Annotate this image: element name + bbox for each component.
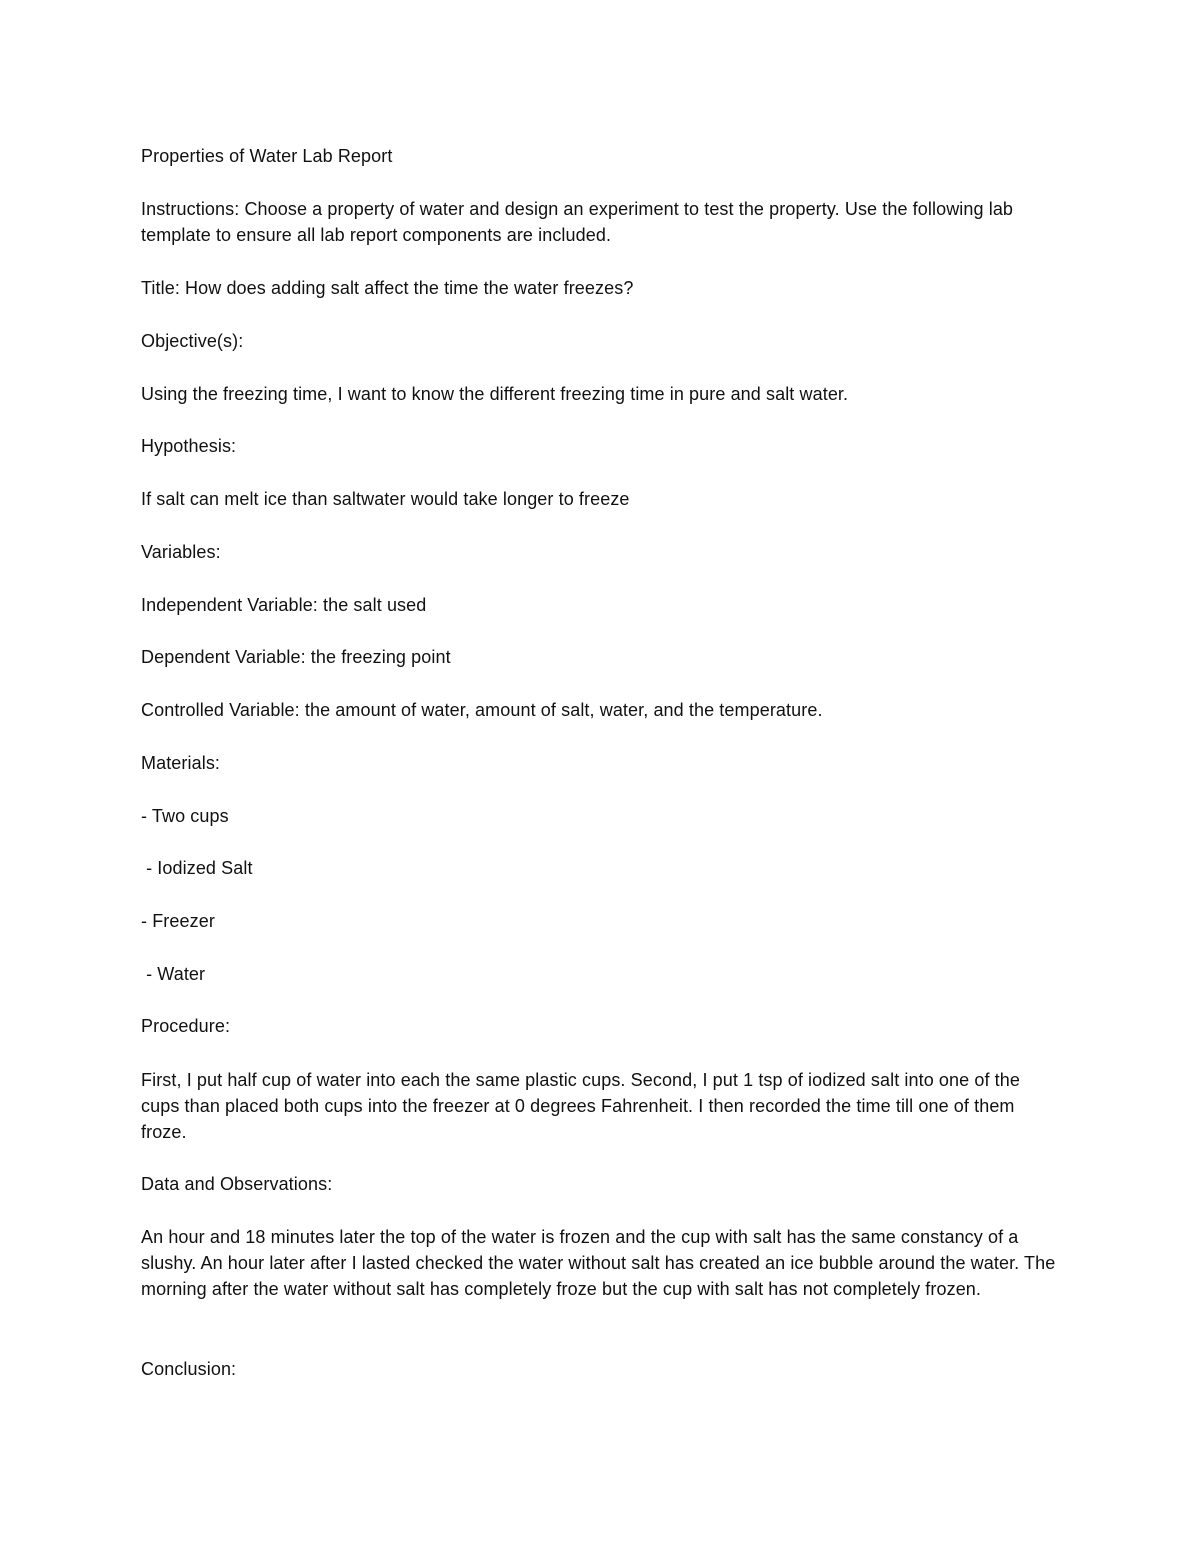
materials-heading: Materials: <box>141 753 221 773</box>
hypothesis-heading: Hypothesis: <box>141 436 237 456</box>
data-text: An hour and 18 minutes later the top of the water is frozen and the cup with salt has the same constancy of a slushy. An hour later after I lasted checked the water without salt has created an ice bubble around the water. The morning after the water without salt has completely froze but the cup with salt has not completely frozen. <box>141 1227 1061 1299</box>
lab-title: Title: How does adding salt affect the time the water freezes? <box>141 278 634 298</box>
procedure-heading: Procedure: <box>141 1016 231 1036</box>
conclusion-heading: Conclusion: <box>141 1359 237 1379</box>
controlled-variable: Controlled Variable: the amount of water, amount of salt, water, and the temperature. <box>141 700 823 720</box>
material-item: - Two cups <box>141 806 229 826</box>
document-title: Properties of Water Lab Report <box>141 146 393 166</box>
dependent-variable: Dependent Variable: the freezing point <box>141 647 451 667</box>
material-item: - Freezer <box>141 911 215 931</box>
objectives-heading: Objective(s): <box>141 331 244 351</box>
procedure-text: First, I put half cup of water into each the same plastic cups. Second, I put 1 tsp of iodized salt into one of the cups than placed both cups into the freezer at 0 degrees Fahrenheit. I then recorded the time till one of them froze. <box>141 1070 1026 1142</box>
variables-heading: Variables: <box>141 542 221 562</box>
hypothesis-text: If salt can melt ice than saltwater would take longer to freeze <box>141 489 630 509</box>
material-item: - Water <box>141 964 206 984</box>
independent-variable: Independent Variable: the salt used <box>141 595 427 615</box>
objectives-text: Using the freezing time, I want to know the different freezing time in pure and salt water. <box>141 384 849 404</box>
data-heading: Data and Observations: <box>141 1174 333 1194</box>
material-item: - Iodized Salt <box>141 858 253 878</box>
instructions-paragraph: Instructions: Choose a property of water and design an experiment to test the property. Use the following lab template to ensure all lab report components are included. <box>141 199 1019 245</box>
